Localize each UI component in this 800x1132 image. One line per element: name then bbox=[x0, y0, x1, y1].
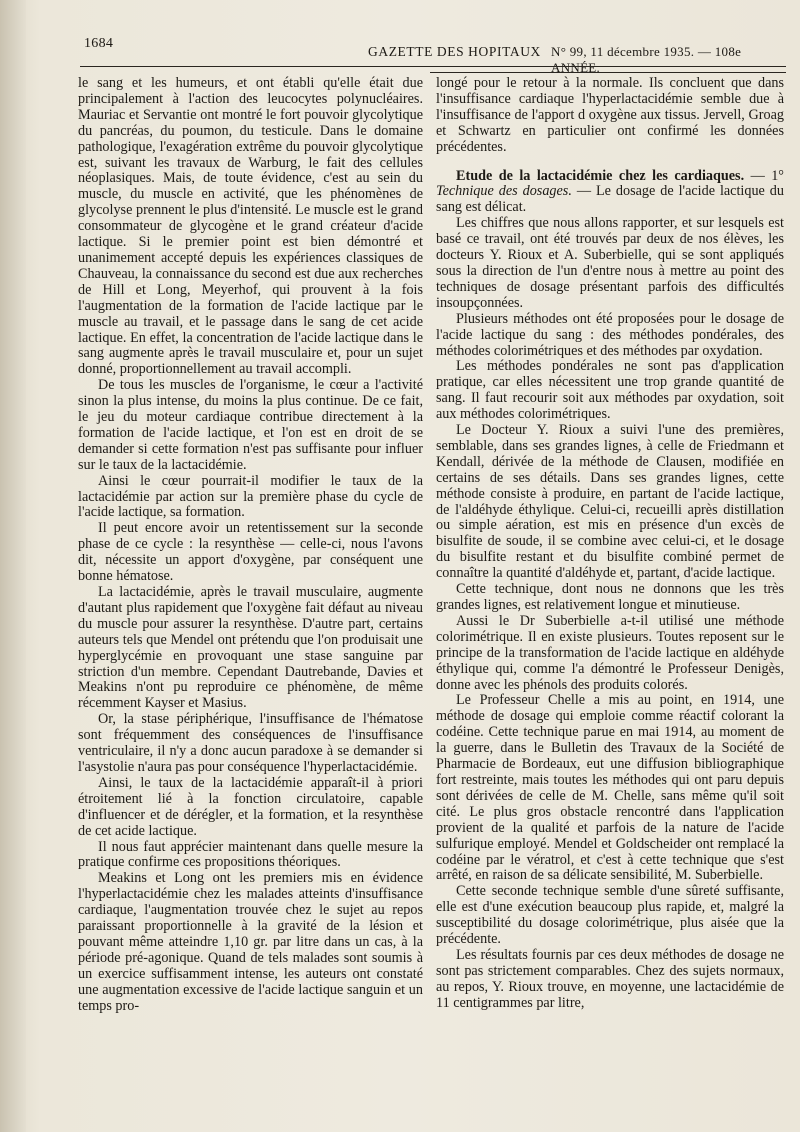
page-number: 1684 bbox=[84, 36, 114, 51]
page-binding-edge bbox=[0, 0, 26, 1132]
paragraph: Le Professeur Chelle a mis au point, en 1914, une méthode de dosage qui emploie comme réactif colorant la codéine. Cette technique parue en mai 1914, au moment de la guerre, dans le Bulletin des Travaux de la Société de Pharmacie de Bordeaux, eut une diffusion bibliographique fort restreinte, mais toutes les méthodes qui ont paru depuis sont dérivées de celle de M. Chelle, sans même qu'il soit cité. Le plus gros obstacle rencontré dans l'application provient de la qualité et parfois de la nature de l'acide sulfurique employé. Mendel et Goldscheider ont remplacé la codéine par le vératrol, et c'est à cette technique que s'est arrêté, en raison de sa délicate sensibilité, M. Suberbielle. bbox=[436, 692, 784, 884]
paragraph: Ainsi, le taux de la lactacidémie apparaît-il à priori étroitement lié à la fonction circulatoire, capable d'influencer et de dérégler, et la formation, et la resynthèse de cet acide lactique. bbox=[78, 774, 423, 839]
paragraph: La lactacidémie, après le travail musculaire, augmente d'autant plus rapidement que l'oxygène fait défaut au niveau du muscle pour assurer la resynthèse. D'autre part, certains auteurs tels que Mendel ont prétendu que l'on produisait une hyperglycémie en provoquant une stase sanguine par striction d'un membre. Cependant Dautrebande, Davies et Meakins n'ont pu reproduire ce phénomène, de même récemment Kayser et Masius. bbox=[78, 584, 423, 712]
section-title: Etude de la lactacidémie chez les cardiaques. bbox=[456, 167, 745, 184]
header-rule-secondary bbox=[430, 72, 786, 73]
section-paragraph bbox=[436, 169, 784, 217]
issue-info: N° 99, 11 décembre 1935. — 108e ANNÉE. bbox=[551, 44, 742, 75]
paragraph: Le Docteur Y. Rioux a suivi l'une des premières, semblable, dans ses grandes lignes, à celle de Friedmann et Kendall, dérivée de la méthode de Clausen, modifiée en certains de ses détails. Dans ses grandes lignes, cette méthode consiste à produire, en partant de l'acide lactique, de l'aldéhyde éthylique. Celui-ci, recueilli après distillation ou simple aération, est mis en présence d'un excès de bisulfite de soude, il se combine avec celui-ci, et le dosage du bisulfite restant et du bisulfite combiné permet de connaître la quantité d'aldéhyde et, partant, d'acide lactique. bbox=[436, 422, 784, 582]
paragraph: Il peut encore avoir un retentissement sur la seconde phase de ce cycle : la resynthèse — celle-ci, nous l'avons dit, nécessite un apport d'oxygène, par conséquent une bonne hématose. bbox=[78, 520, 423, 585]
paragraph: Plusieurs méthodes ont été proposées pour le dosage de l'acide lactique du sang : des méthodes pondérales, des méthodes colorimétriques et des méthodes par oxydation. bbox=[436, 310, 784, 359]
paragraph: Cette seconde technique semble d'une sûreté suffisante, elle est d'une exécution beaucoup plus rapide, et, malgré la susceptibilité du dosage colorimétrique, plus aisée que la précédente. bbox=[436, 883, 784, 948]
paragraph: Cette technique, dont nous ne donnons que les très grandes lignes, est relativement longue et minutieuse. bbox=[436, 581, 784, 613]
paragraph: Aussi le Dr Suberbielle a-t-il utilisé une méthode colorimétrique. Il en existe plusieurs. Toutes reposent sur le principe de la transformation de l'acide lactique en aldéhyde éthylique qui, comme l'a démontré le Professeur Denigès, donne avec les phénols des produits colorés. bbox=[436, 612, 784, 693]
paragraph: longé pour le retour à la normale. Ils concluent que dans l'insuffisance cardiaque l'hyperlactacidémie semble due à l'insuffisance de l'apport d oxygène aux tissus. Jervell, Groag et Schwartz en particulier ont confirmé les données précédentes. bbox=[436, 75, 784, 155]
right-column bbox=[436, 76, 784, 1012]
paragraph: Ainsi le cœur pourrait-il modifier le taux de la lactacidémie par action sur la première phase du cycle de l'acide lactique, sa formation. bbox=[78, 472, 423, 521]
paragraph: Les chiffres que nous allons rapporter, et sur lesquels est basé ce travail, ont été trouvés par deux de nos élèves, les docteurs Y. Rioux et A. Suberbielle, qui se sont appliqués sous la direction de l'un d'entre nous à mettre au point des techniques de dosage présentant parfois des difficultés insoupçonnées. bbox=[436, 215, 784, 311]
section-subtitle: Technique des dosages. bbox=[436, 183, 572, 200]
section-text: — Le dosage de l'acide lactique du sang est délicat. bbox=[436, 183, 784, 216]
left-column bbox=[78, 76, 423, 1014]
page-header bbox=[80, 36, 780, 75]
paragraph: Meakins et Long ont les premiers mis en évidence l'hyperlactacidémie chez les malades atteints d'insuffisance cardiaque, l'augmentation trouvée chez le sujet au repos paraissant proportionnelle à la gravité de la lésion et pouvant même atteindre 1,10 gr. par litre dans un cas, à la période pré-agonique. Quand de tels malades sont soumis à un exercice suffisamment intense, les auteurs ont constaté une augmentation excessive de l'acide lactique sanguin et un temps pro- bbox=[78, 870, 423, 1014]
paragraph: De tous les muscles de l'organisme, le cœur a l'activité sinon la plus intense, du moins la plus continue. De ce fait, le jeu du moteur cardiaque contribue directement à la formation de l'acide lactique, et l'on est en droit de se demander si cette formation n'est pas suffisante pour influer sur le taux de la lactacidémie. bbox=[78, 377, 423, 473]
header-rule bbox=[80, 66, 786, 67]
paragraph: Les résultats fournis par ces deux méthodes de dosage ne sont pas strictement comparables. Chez des sujets normaux, au repos, Y. Rioux trouve, en moyenne, une lactacidémie de 11 centigrammes par litre, bbox=[436, 946, 784, 1011]
paragraph: Les méthodes pondérales ne sont pas d'application pratique, car elles nécessitent une trop grande quantité de sang. Il faut recourir soit aux méthodes par oxydation, soit aux méthodes colorimétriques. bbox=[436, 358, 784, 423]
paragraph: le sang et les humeurs, et ont établi qu'elle était due principalement à l'action des leucocytes polynucléaires. Mauriac et Servantie ont montré le fort pouvoir glycolytique du pancréas, du poumon, du testicule. Dans le domaine pathologique, l'exagération extrême du pouvoir glycolytique est, suivant les travaux de Warburg, le fait des cellules néoplasiques. Mais, de toute évidence, c'est au sein du muscle, du muscle en activité, que les phénomènes de glycolyse prennent le plus d'intensité. Le muscle est le grand consommateur de glycogène et le grand créateur d'acide lactique. Si le premier point est bien démontré et unanimement accepté depuis les expériences classiques de Chauveau, la connaissance du second est due aux recherches de Hill et Long, Meyerhof, qui prouvent à la fois l'augmentation de la formation de l'acide lactique par le muscle au travail, et le passage dans le sang de cet acide lactique. En effet, la concentration de l'acide lactique dans le sang augmente après le travail musculaire et, pour un sujet donné, proportionnellement au travail accompli. bbox=[78, 75, 423, 378]
paragraph: Or, la stase périphérique, l'insuffisance de l'hématose sont fréquemment des conséquences de l'insuffisance ventriculaire, il n'y a donc aucun paradoxe à se demander si l'asystolie n'aura pas pour conséquence l'hyperlactacidémie. bbox=[78, 711, 423, 775]
section-lead: — 1° bbox=[744, 167, 784, 184]
journal-title: GAZETTE DES HOPITAUX bbox=[368, 44, 541, 59]
paragraph: Il nous faut apprécier maintenant dans quelle mesure la pratique confirme ces propositions théoriques. bbox=[78, 838, 423, 871]
